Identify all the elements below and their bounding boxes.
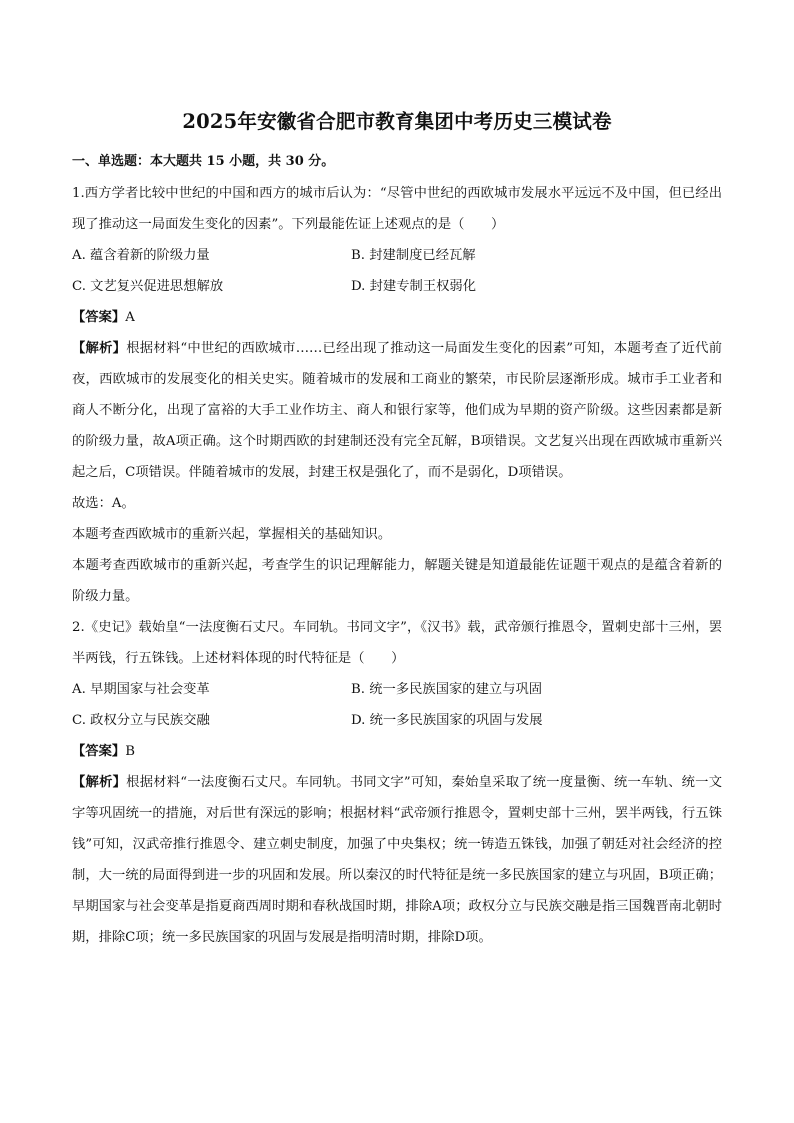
option-d: D. 统一多民族国家的巩固与发展 — [351, 713, 543, 728]
analysis-tag: 【 解析 】 — [72, 341, 126, 356]
answer-tag: 【 答案 】 — [72, 744, 125, 759]
question-1-stem: 1.西方学者比较中世纪的中国和西方的城市后认为：“尽管中世纪的西欧城市发展水平远远不及中国，但已经出现了推动这一局面发生变化的因素”。下列最能佐证上述观点的是（ ） — [72, 186, 722, 232]
option-a: A. 早期国家与社会变革 — [72, 682, 210, 697]
exam-page — [72, 100, 722, 953]
analysis-text: 根据材料“一法度衡石丈尺。车同轨。书同文字”可知，秦始皇采取了统一度量衡、统一车轨、统一文字等巩固统一的措施，对后世有深远的影响；根据材料“武帝颁行推恩令，置刺史部十三州，罢半两钱，行五铢钱”可知，汉武帝推行推恩令、建立刺史制度，加强了中央集权；统一铸造五铢钱，加强了朝廷对社会经济的控制，大一统的局面得到进一步的巩固和发展。所以秦汉的时代特征是统一多民族国家的建立与巩固，B项正确；早期国家与社会变革是指夏商西周时期和春秋战国时期，排除A项；政权分立与民族交融是指三国魏晋南北朝时期，排除C项；统一多民族国家的巩固与发展是指明清时期，排除D项。 — [72, 775, 723, 945]
option-c: C. 政权分立与民族交融 — [72, 713, 210, 728]
answer-value: A — [125, 310, 135, 325]
analysis-tag: 【 解析 】 — [72, 775, 126, 790]
answer-value: B — [125, 744, 135, 759]
question-1-choice: 故选：A。 — [72, 496, 135, 511]
answer-tag: 【 答案 】 — [72, 310, 125, 325]
question-1-note-1: 本题考查西欧城市的重新兴起，掌握相关的基础知识。 — [72, 527, 392, 542]
analysis-text: 根据材料“中世纪的西欧城市……已经出现了推动这一局面发生变化的因素”可知，本题考查了近代前夜，西欧城市的发展变化的相关史实。随着城市的发展和工商业的繁荣，市民阶层逐渐形成。城市手工业者和商人不断分化，出现了富裕的大手工业作坊主、商人和银行家等，他们成为早期的资产阶级。这些因素都是新的阶级力量，故A项正确。这个时期西欧的封建制还没有完全瓦解，B项错误。文艺复兴出现在西欧城市重新兴起之后，C项错误。伴随着城市的发展，封建王权是强化了，而不是弱化，D项错误。 — [72, 341, 723, 480]
question-1-note-2: 本题考查西欧城市的重新兴起，考查学生的识记理解能力，解题关键是知道最能佐证题干观点的是蕴含着新的阶级力量。 — [72, 558, 722, 604]
option-a: A. 蕴含着新的阶级力量 — [72, 248, 210, 263]
question-2-options — [72, 674, 722, 736]
section-heading: 一、单选题：本大题共 15 小题，共 30 分。 — [72, 154, 335, 169]
question-2-stem: 2.《史记》载始皇“一法度衡石丈尺。车同轨。书同文字”，《汉书》载，武帝颁行推恩令，置刺史部十三州，罢半两钱，行五铢钱。上述材料体现的时代特征是（ ） — [72, 620, 722, 666]
page-title: 2025年安徽省合肥市教育集团中考历史三模试卷 — [182, 110, 612, 133]
option-c: C. 文艺复兴促进思想解放 — [72, 279, 224, 294]
option-d: D. 封建专制王权弱化 — [351, 279, 477, 294]
option-b: B. 统一多民族国家的建立与巩固 — [351, 682, 543, 697]
question-2-answer — [72, 736, 722, 767]
question-1-options — [72, 240, 722, 302]
option-b: B. 封建制度已经瓦解 — [351, 248, 476, 263]
question-1-answer — [72, 302, 722, 333]
question-1-analysis — [72, 333, 722, 488]
question-2-analysis — [72, 767, 722, 953]
